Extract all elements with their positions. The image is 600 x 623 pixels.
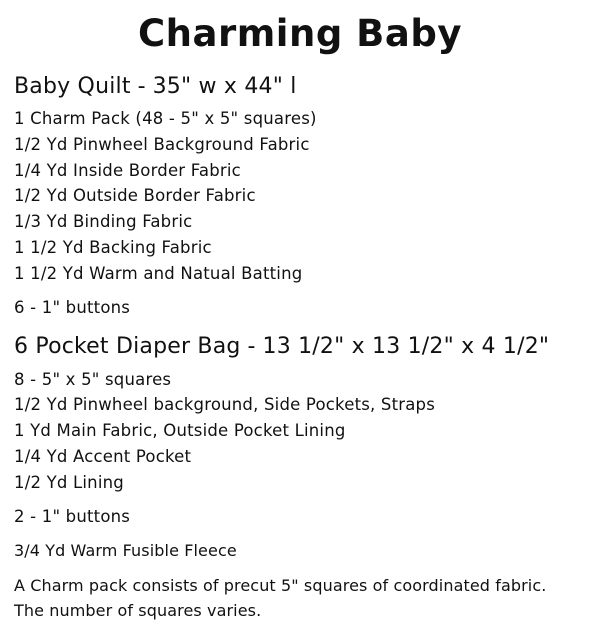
section-heading-diaper-bag (14, 333, 586, 361)
list-item: 6 - 1" buttons (14, 298, 131, 318)
list-item: 1/2 Yd Outside Border Fabric (14, 186, 256, 206)
footer-line: The number of squares varies. (14, 600, 262, 620)
list-item: 1/2 Yd Pinwheel Background Fabric (14, 134, 310, 154)
list-item: 1/2 Yd Pinwheel background, Side Pockets, Straps (14, 395, 436, 415)
list-item: 1/2 Yd Lining (14, 472, 124, 492)
section-diaper-bag (14, 333, 586, 530)
page-title: Charming Baby (138, 12, 462, 55)
list-item: 1 1/2 Yd Backing Fabric (14, 237, 212, 257)
section-heading-separator: - (240, 334, 263, 360)
section-heading-baby-quilt (14, 73, 586, 101)
list-item: 2 - 1" buttons (14, 507, 131, 527)
footer-notes (14, 539, 586, 623)
section-heading-name: 6 Pocket Diaper Bag (14, 334, 241, 360)
section-heading-detail: 35" w x 44" l (152, 73, 297, 99)
list-item: 1 Yd Main Fabric, Outside Pocket Lining (14, 421, 346, 441)
list-item: 1/4 Yd Inside Border Fabric (14, 160, 241, 180)
list-item: 1/4 Yd Accent Pocket (14, 446, 192, 466)
list-item: 8 - 5" x 5" squares (14, 369, 172, 389)
footer-line: 3/4 Yd Warm Fusible Fleece (14, 540, 237, 560)
section-heading-detail: 13 1/2" x 13 1/2" x 4 1/2" (262, 334, 550, 360)
section-heading-separator: - (130, 73, 153, 99)
section-baby-quilt (14, 73, 586, 321)
list-item: 1/3 Yd Binding Fabric (14, 212, 193, 232)
footer-line: A Charm pack consists of precut 5" squares of coordinated fabric. (14, 575, 547, 595)
list-item: 1 1/2 Yd Warm and Natual Batting (14, 263, 303, 283)
section-heading-name: Baby Quilt (14, 73, 131, 99)
list-item: 1 Charm Pack (48 - 5" x 5" squares) (14, 109, 317, 129)
